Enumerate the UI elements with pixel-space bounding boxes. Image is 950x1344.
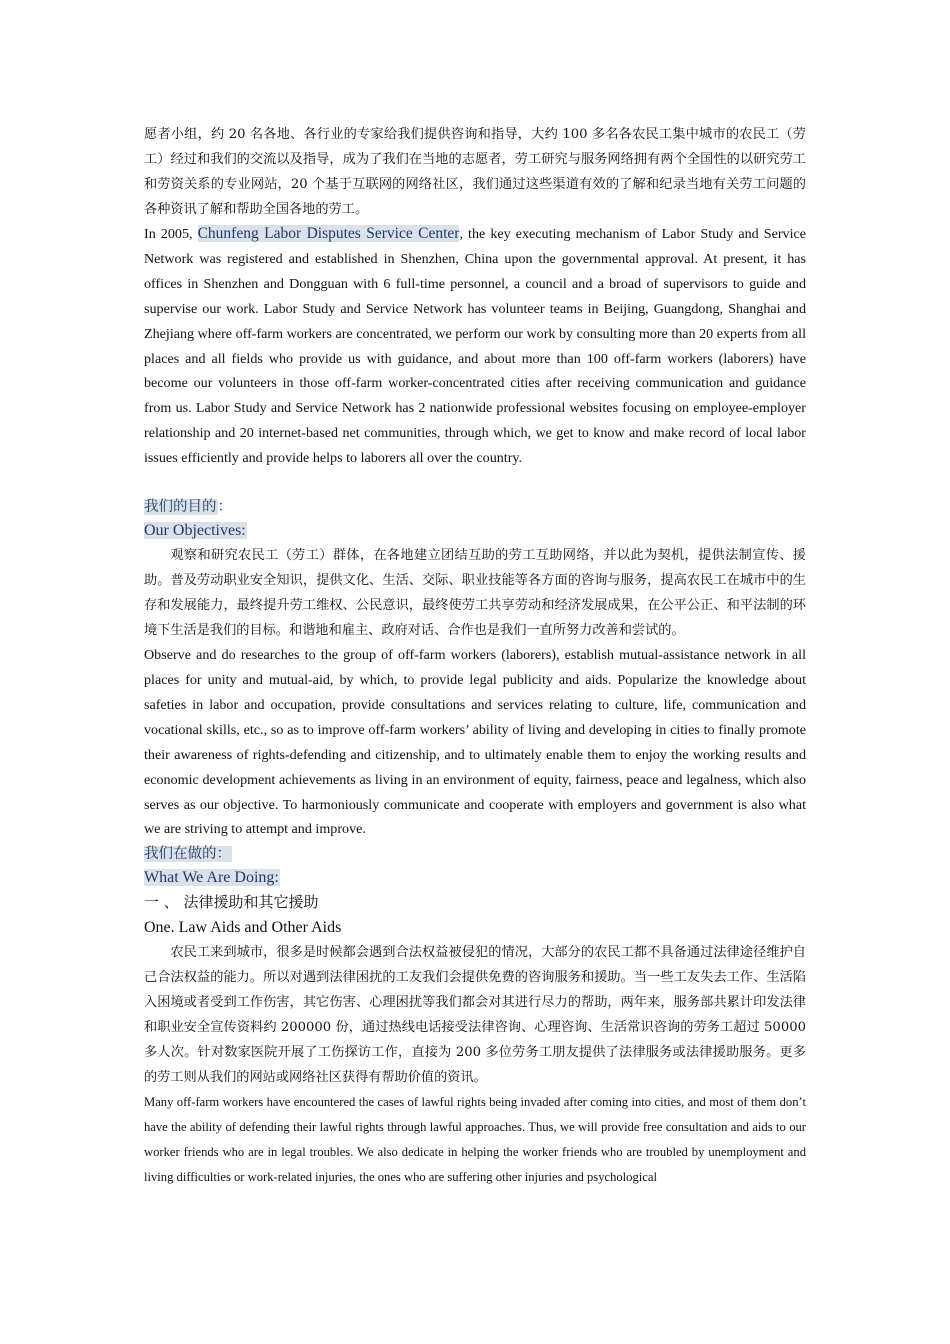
intro-zh-paragraph: 愿者小组，约 20 名各地、各行业的专家给我们提供咨询和指导，大约 100 多名各农民工集中城市的农民工（劳工）经过和我们的交流以及指导，成为了我们在当地的志愿者，劳工研究与服务网络拥有两个全国性的以研究劳工和劳资关系的专业网站，20 个基于互联网的网络社区，我们通过这些渠道有效的了解和纪录当地有关劳工问题的各种资讯了解和帮助全国各地的劳工。: [144, 127, 806, 217]
objectives-en-paragraph: Observe and do researches to the group of off-farm workers (laborers), establish mutual-assistance network in all places for unity and mutual-aid, by which, to provide legal publicity and aids. Popularize the knowledge about safeties in labor and occupation, provide consultations and services relating to culture, life, communication and vocational skills, etc., so as to improve off-farm workers’ ability of living and developing in cities to finally promote their awareness of rights-defending and citizenship, and to ultimately enable them to enjoy the working results and economic development achievements as living in an environment of equity, fairness, peace and legalness, which also serves as our objective. To harmoniously communicate and cooperate with employers and government is also what we are striving to attempt and improve.: [144, 647, 806, 838]
objectives-heading-en: [144, 519, 806, 543]
doing-heading-zh-text: 我们在做的：: [144, 846, 231, 863]
intro-en-rest: , the key executing mechanism of Labor Study and Service Network was registered and established in Shenzhen, China upon the governmental approval. At present, it has offices in Shenzhen and Dongguan with 6 full-time personnel, a council and a broad of supervisors to guide and supervise our work. Labor Study and Service Network has volunteer teams in Beijing, Guangdong, Shanghai and Zhejiang where off-farm workers are concentrated, we perform our work by consulting more than 20 experts from all places and all fields who provide us with guidance, and about more than 100 off-farm workers (laborers) have become our volunteers in those off-farm worker-concentrated cities after receiving communication and guidance from us. Labor Study and Service Network has 2 nationwide professional websites focusing on employee-employer relationship and 20 internet-based net communities, through which, we get to know and make record of local labor issues efficiently and provide helps to laborers all over the country.: [144, 226, 807, 467]
section-one-heading-en: One. Law Aids and Other Aids: [144, 919, 342, 937]
service-center-name: Chunfeng Labor Disputes Service Center: [197, 225, 460, 242]
objectives-heading-zh: [144, 495, 806, 519]
objectives-heading-zh-colon: ：: [217, 499, 232, 516]
law-aids-zh-paragraph: 农民工来到城市，很多是时候都会遇到合法权益被侵犯的情况，大部分的农民工都不具备通过法律途径维护自己合法权益的能力。所以对遇到法律困扰的工友我们会提供免费的咨询服务和援助。当一些工友失去工作、生活陷入困境或者受到工作伤害，其它伤害、心理困扰等我们都会对其进行尽力的帮助，两年来，服务部共累计印发法律和职业安全宣传资料约 200000 份，通过热线电话接受法律咨询、心理咨询、生活常识咨询的劳务工超过 50000 多人次。针对数家医院开展了工伤探访工作，直接为 200 多位劳务工朋友提供了法律服务或法律援助服务。更多的劳工则从我们的网站或网络社区获得有帮助价值的资讯。: [144, 945, 806, 1086]
intro-en-paragraph: [144, 222, 806, 471]
document-page: [144, 122, 806, 1190]
paragraph-gap: [144, 471, 806, 495]
law-aids-en-paragraph: Many off-farm workers have encountered the cases of lawful rights being invaded after coming into cities, and most of them don’t have the ability of defending their lawful rights through lawful approaches. Thus, we will provide free consultation and aids to our worker friends who are in legal troubles. We also dedicate in helping the worker friends who are troubled by unemployment and living difficulties or work-related injuries, the ones who are suffering other injuries and psychological: [144, 1095, 806, 1184]
section-one-heading-zh: 一 、 法律援助和其它援助: [144, 893, 319, 912]
doing-heading-en: [144, 866, 806, 890]
doing-heading-en-text: What We Are Doing:: [144, 869, 279, 887]
doing-heading-zh: [144, 842, 806, 866]
objectives-heading-en-text: Our Objectives:: [144, 522, 246, 540]
objectives-heading-zh-text: 我们的目的: [144, 499, 217, 516]
intro-en-prefix: In 2005,: [144, 226, 198, 242]
objectives-zh-paragraph: 观察和研究农民工（劳工）群体，在各地建立团结互助的劳工互助网络，并以此为契机，提供法制宣传、援助。普及劳动职业安全知识，提供文化、生活、交际、职业技能等各方面的咨询与服务，提高农民工在城市中的生存和发展能力，最终提升劳工维权、公民意识，最终使劳工共享劳动和经济发展成果，在公平公正、和平法制的环境下生活是我们的目标。和谐地和雇主、政府对话、合作也是我们一直所努力改善和尝试的。: [144, 548, 806, 639]
